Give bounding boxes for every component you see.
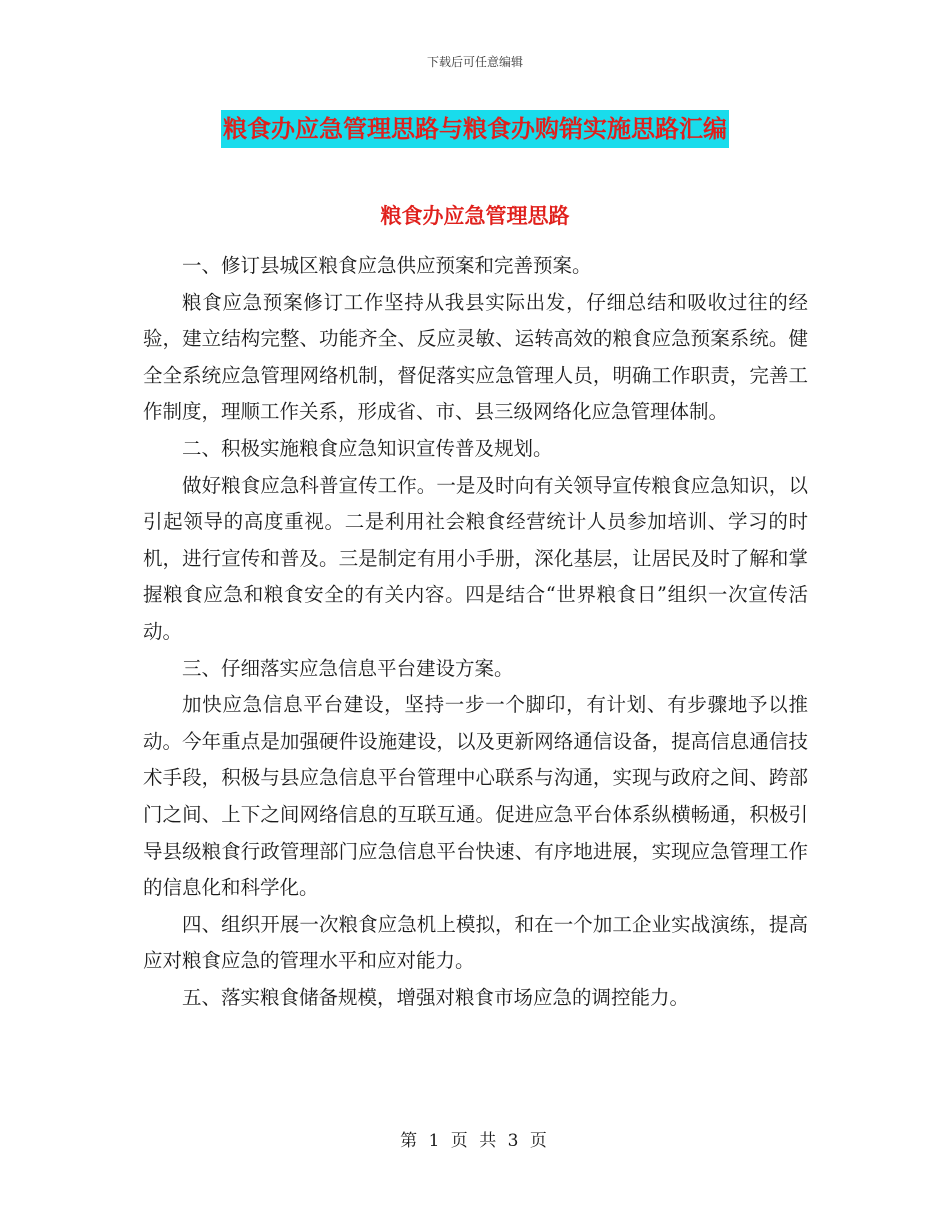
paragraph: 四、组织开展一次粮食应急机上模拟，和在一个加工企业实战演练，提高应对粮食应急的管理水平和应对能力。: [143, 912, 808, 973]
document-title-wrap: [0, 110, 950, 148]
paragraph: 加快应急信息平台建设，坚持一步一个脚印，有计划、有步骤地予以推动。今年重点是加强硬件设施建设，以及更新网络通信设备，提高信息通信技术手段，积极与县应急信息平台管理中心联系与沟通，实现与政府之间、跨部门之间、上下之间网络信息的互联互通。促进应急平台体系纵横畅通，积极引导县级粮食行政管理部门应急信息平台快速、有序地进展，实现应急管理工作的信息化和科学化。: [143, 693, 808, 900]
paragraph: 二、积极实施粮食应急知识宣传普及规划。: [182, 436, 553, 460]
page-number-footer: 第 1 页 共 3 页: [400, 1131, 550, 1151]
paragraph: 一、修订县城区粮食应急供应预案和完善预案。: [182, 254, 592, 277]
section-title: 粮食办应急管理思路: [380, 203, 570, 228]
page-header-note: 下载后可任意编辑: [426, 55, 523, 69]
paragraph: 三、仔细落实应急信息平台建设方案。: [182, 656, 514, 680]
paragraph: 粮食应急预案修订工作坚持从我县实际出发，仔细总结和吸收过往的经验，建立结构完整、功能齐全、反应灵敏、运转高效的粮食应急预案系统。健全全系统应急管理网络机制，督促落实应急管理人员，明确工作职责，完善工作制度，理顺工作关系，形成省、市、县三级网络化应急管理体制。: [143, 290, 808, 424]
paragraph: 做好粮食应急科普宣传工作。一是及时向有关领导宣传粮食应急知识，以引起领导的高度重视。二是利用社会粮食经营统计人员参加培训、学习的时机，进行宣传和普及。三是制定有用小手册，深化基层，让居民及时了解和掌握粮食应急和粮食安全的有关内容。四是结合“世界粮食日”组织一次宣传活动。: [143, 473, 808, 643]
paragraph: 五、落实粮食储备规模，增强对粮食市场应急的调控能力。: [182, 985, 690, 1009]
document-body: [143, 248, 808, 1016]
document-title: 粮食办应急管理思路与粮食办购销实施思路汇编: [221, 110, 729, 148]
